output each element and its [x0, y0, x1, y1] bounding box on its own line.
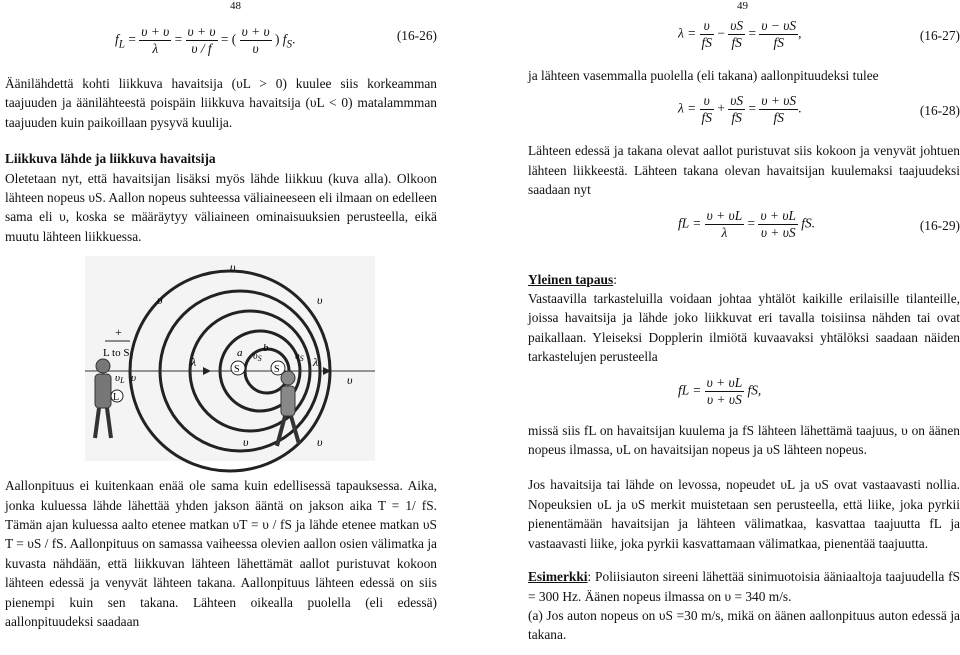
velocity-label-left: υ — [157, 293, 163, 308]
source-mark-b: S — [274, 364, 280, 376]
wavelength-left: λ — [191, 355, 197, 370]
source-velocity-2: $\upsilon_S$ — [295, 351, 304, 364]
velocity-label-bottom-right: υ — [317, 435, 323, 450]
paragraph-signs: Jos havaitsija tai lähde on levossa, nopeudet υL ja υS ovat vastaavasti nollia. Nopeuksien υL ja υS merkit muistetaan sen perusteella, että liike, joka pyrkii pienentämään havaitsijan ja lähteen välimatkaa, kasvattaa taajuutta fL ja vastaavasti liike, joka pyrkii kasvattamaan välimatkaa, pienentää taajuutta. — [528, 477, 960, 551]
observer-mark: L — [113, 392, 120, 404]
paragraph-compression: Lähteen edessä ja takana olevat aallot puristuvat siis kokoon ja venyvät johtuen lähteen liikkeestä. Lähteen takana olevan havaitsijan kuulemaksi taajuudeksi saadaan nyt — [528, 143, 960, 198]
observer-wave-velocity: υ — [131, 372, 137, 385]
paragraph-moving-source: Oletetaan nyt, että havaitsijan lisäksi myös lähde liikkuu (kuva alla). Olkoon lähteen nopeus υS. Aallon nopeus suhteessa väliaineeseen eli ilmaan on edelleen sama eli υ, koska se määräytyy väliaineen ominaisuuksien perusteella, eikä muutu lähteen liikkuessa. — [5, 170, 437, 244]
doppler-diagram — [5, 256, 437, 474]
example-part-a: (a) Jos auton nopeus on υS =30 m/s, mikä on äänen aallonpituus auton edessä ja takana. — [528, 607, 960, 643]
wavelength-right: λ — [313, 355, 319, 370]
paragraph-general: Vastaavilla tarkasteluilla voidaan johtaa yhtälöt kaikille erilaisille tilanteille, joissa havaitsija ja lähde joko liikkuvat eri tavalla toisiinsa nähden tai ovat paikallaan. Yleiseksi Dopplerin ilmiötä kuvaavaksi yhtälöksi saadaan näiden tarkastelujen perusteella — [528, 291, 960, 365]
equation-16-28: λ = $\frac{\upsilon}{fS}$ + $\frac{\upsilon S}{fS}$ = $\frac{\upsilon + \upsilon S}{fS}$ . (16-28) — [678, 93, 960, 126]
page-number-right: 49 — [737, 0, 748, 12]
paragraph-wavelength: Aallonpituus ei kuitenkaan enää ole sama kuin edellisessä tapauksessa. Aika, jonka kuluessa lähde lähettää yhden jakson ääntä on jakson aika T = 1/ fS. Tämän ajan kuluessa aalto etenee matkan υT = υ / fS ja lähde etenee matkan υS T = υS / fS. Aallonpituus on samassa vaiheessa olevien aallon osien välimatka ja kuvasta nähdään, että liikkuvan lähteen lähettämät aallot puristuvat kokoon lähteen edessä ja venyvät lähteen takana. Aallonpituus lähteen edessä on siis pienempi kuin sen takana. Lähteen oikealla puolella (eli edessä) aallonpituudeksi saadaan — [5, 478, 437, 630]
page-number-left: 48 — [230, 0, 241, 12]
paragraph-behind: ja lähteen vasemmalla puolella (eli takana) aallonpituudeksi tulee — [528, 68, 879, 83]
observer-velocity: υL — [115, 372, 125, 386]
velocity-label-right: υ — [317, 293, 323, 308]
equation-16-29: fL = $\frac{\upsilon + \upsilon L}{\lambda}$ = $\frac{\upsilon + \upsilon L}{\upsilon + \upsilon S}$ fS. (16-29) — [678, 207, 960, 240]
source-velocity-1: $\upsilon_S$ — [253, 351, 262, 364]
plus-sign: + — [115, 325, 122, 340]
b-mark: b — [263, 342, 269, 355]
right-page — [528, 0, 960, 645]
paragraph-observer: Äänilähdettä kohti liikkuva havaitsija (υL > 0) kuulee siis korkeamman taajuuden ja äänilähteestä poispäin liikkuva havaitsija (υL < 0) matalammman taajuuden kuin paikoillaan pysyvä kuulija. — [5, 76, 437, 130]
equation-16-26: $f_L$ = $\frac{\upsilon + \upsilon}{\lambda}$ = $\frac{\upsilon + \upsilon}{\upsilon / f}$ = ( $\frac{\upsilon + \upsilon}{\upsilon}$ ) $f_S$. (16-26) — [115, 24, 437, 56]
paragraph-symbols: missä siis fL on havaitsijan kuulema ja fS lähteen lähettämä taajuus, υ on äänen nopeus ilmassa, υL on havaitsijan nopeus ja υS lähteen nopeus. — [528, 422, 960, 458]
equation-general: fL = $\frac{\upsilon + \upsilon L}{\upsilon + \upsilon S}$ fS, — [678, 374, 762, 407]
example-paragraph: Esimerkki: Poliisiauton sireeni lähettää sinimuotoisia ääniaaltoja taajuudella fS = 300 Hz. Äänen nopeus ilmassa on υ = 340 m/s. — [528, 569, 960, 604]
section-heading: Liikkuva lähde ja liikkuva havaitsija — [5, 151, 216, 167]
velocity-label-bottom: υ — [243, 435, 249, 450]
velocity-label-right-mid: υ — [347, 373, 353, 388]
a-mark: a — [237, 347, 243, 360]
equation-16-27: λ = $\frac{\upsilon}{fS}$ − $\frac{\upsilon S}{fS}$ = $\frac{\upsilon - \upsilon S}{fS}$ , (16-27) — [678, 18, 960, 50]
doppler-figure — [5, 256, 437, 476]
l-to-s-label: L to S — [103, 347, 130, 360]
source-mark-a: S — [234, 364, 240, 376]
left-page — [5, 0, 437, 632]
general-case-heading: Yleinen tapaus: — [528, 271, 617, 287]
velocity-label-top: υ — [230, 260, 236, 275]
